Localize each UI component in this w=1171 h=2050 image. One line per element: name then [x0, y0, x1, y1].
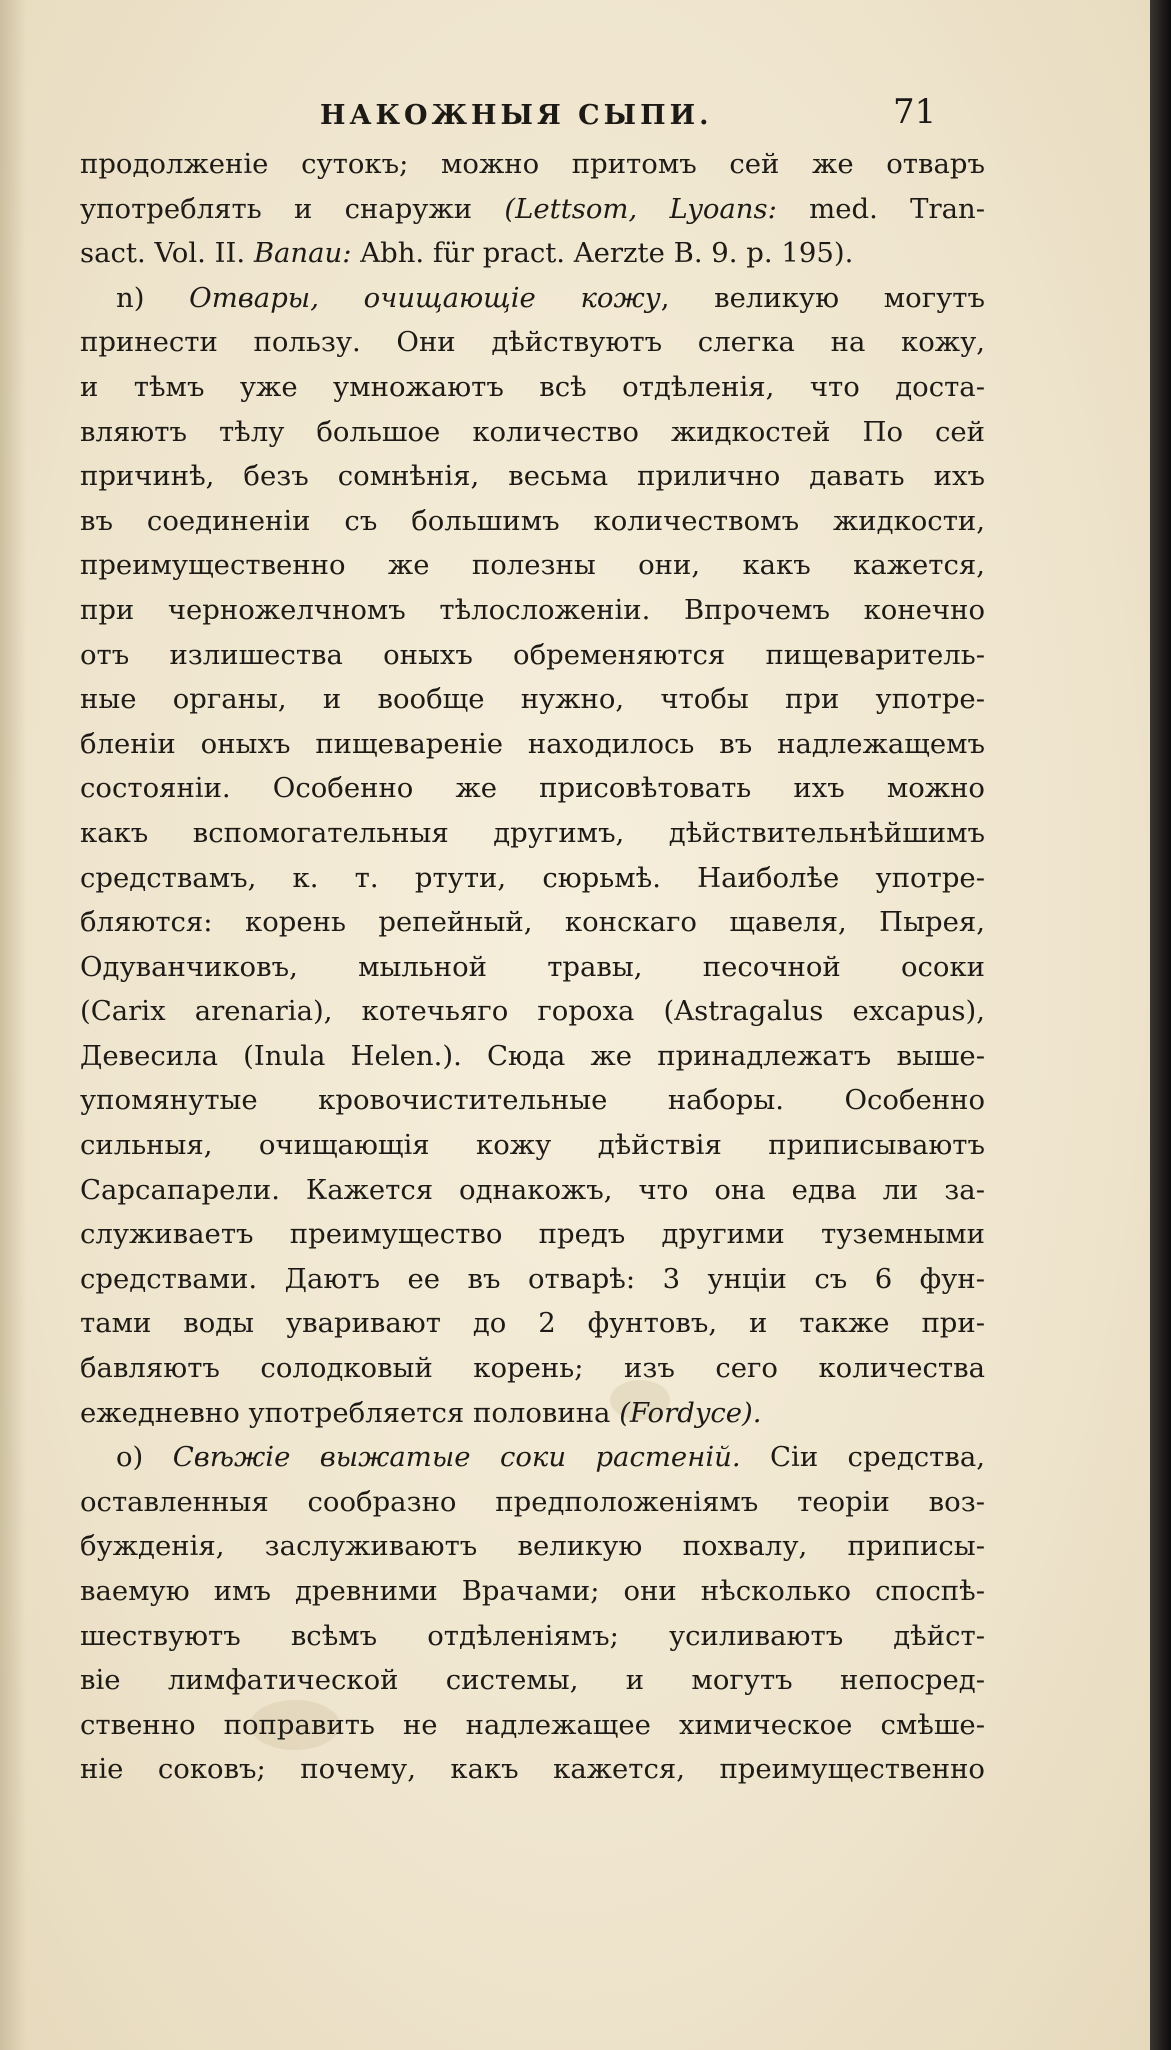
text-run: принести пользу. Они дѣйствуютъ слегка на кожу,: [80, 326, 985, 359]
text-run: бужденія, заслуживаютъ великую похвалу, приписы-: [80, 1530, 985, 1563]
text-line: [80, 410, 985, 455]
text-line: [80, 454, 985, 499]
text-run: Сіи средства,: [740, 1441, 985, 1474]
text-line: [80, 1346, 985, 1391]
text-line: [80, 276, 985, 321]
text-line: [80, 811, 985, 856]
page-gutter-shadow: [0, 0, 26, 2050]
text-line: [80, 1078, 985, 1123]
text-line: [80, 677, 985, 722]
text-line: [80, 900, 985, 945]
text-run: оставленныя сообразно предположеніямъ теоріи воз-: [80, 1485, 985, 1518]
text-line: [80, 142, 985, 187]
text-run: причинѣ, безъ сомнѣнія, весьма прилично давать ихъ: [80, 460, 985, 493]
text-run: Banau:: [253, 237, 352, 270]
text-run: бляются: корень репейный, конскаго щавеля, Пырея,: [80, 906, 985, 939]
text-line: [80, 588, 985, 633]
text-line: [80, 1614, 985, 1659]
text-run: преимущественно же полезны они, какъ кажется,: [80, 549, 985, 582]
text-line: [80, 1168, 985, 1213]
text-line: [80, 1257, 985, 1302]
text-line: [80, 1391, 985, 1436]
text-line: [80, 499, 985, 544]
text-run: Девесила (Inula Helen.). Сюда же принадлежатъ выше-: [80, 1039, 985, 1072]
text-run: ваемую имъ древними Врачами; они нѣсколько споспѣ-: [80, 1575, 985, 1607]
text-line: [80, 1301, 985, 1346]
text-line: [80, 766, 985, 811]
text-line: [80, 187, 985, 232]
text-run: употреблять и снаружи: [80, 192, 505, 225]
text-line: [80, 722, 985, 767]
text-run: средствамъ, к. т. ртути, сюрьмѣ. Наиболѣе употре-: [80, 861, 985, 894]
text-run: Сарсапарели. Кажется однакожъ, что она едва ли за-: [80, 1173, 985, 1206]
text-run: въ соединеніи съ большимъ количествомъ жидкости,: [80, 504, 985, 537]
text-run: тами воды уваривают до 2 фунтовъ, и также при-: [80, 1307, 985, 1340]
text-run: Abh. für pract. Aerzte B. 9. p. 195).: [351, 237, 854, 270]
text-run: med. Tran-: [776, 192, 985, 225]
text-line: [80, 1569, 985, 1614]
running-head: НАКОЖНЫЯ СЫПИ.: [320, 100, 713, 131]
page-header: [0, 92, 1150, 142]
text-line: [80, 1034, 985, 1079]
text-line: [80, 1658, 985, 1703]
page-number: 71: [893, 92, 937, 132]
text-run: какъ вспомогательныя другимъ, дѣйствительнѣйшимъ: [80, 816, 985, 849]
text-run: бленіи оныхъ пищевареніе находилось въ надлежащемъ: [80, 727, 985, 760]
text-line: [80, 1703, 985, 1748]
text-run: , великую могутъ: [660, 281, 985, 314]
text-run: упомянутые кровочистительные наборы. Особенно: [80, 1084, 985, 1117]
text-run: служиваетъ преимущество предъ другими тузeмными: [80, 1218, 985, 1251]
text-run: при черножелчномъ тѣлосложеніи. Впрочемъ конечно: [80, 593, 985, 626]
text-run: o): [116, 1441, 173, 1474]
text-run: сильныя, очищающія кожу дѣйствія приписываютъ: [80, 1129, 985, 1162]
text-run: (Fordyce).: [619, 1396, 762, 1429]
text-run: ственно поправить не надлежащее химическое смѣше-: [80, 1708, 985, 1741]
text-run: вляютъ тѣлу большое количество жидкостей По сей: [80, 415, 985, 448]
text-line: [80, 231, 985, 276]
text-run: и тѣмъ уже умножаютъ всѣ отдѣленія, что доста-: [80, 370, 985, 403]
text-run: бавляютъ солодковый корень; изъ сего количества: [80, 1352, 985, 1385]
text-line: [80, 543, 985, 588]
body-text: [80, 142, 985, 1792]
text-line: [80, 945, 985, 990]
text-run: sact. Vol. II.: [80, 237, 254, 270]
text-line: [80, 320, 985, 365]
text-run: Одуванчиковъ, мыльной травы, песочной осоки: [80, 950, 985, 983]
text-run: средствами. Даютъ ее въ отварѣ: 3 унціи съ 6 фун-: [80, 1262, 985, 1295]
text-line: [80, 1435, 985, 1480]
text-run: продолженіе сутокъ; можно притомъ сей же отваръ: [80, 148, 985, 180]
text-line: [80, 1123, 985, 1168]
text-run: ніе соковъ; почему, какъ кажется, преимущественно: [80, 1753, 985, 1786]
text-run: Отвары, очищающіе кожу: [189, 281, 661, 314]
text-run: шествуютъ всѣмъ отдѣленіямъ; усиливаютъ дѣйст-: [80, 1619, 985, 1652]
text-run: отъ излишества оныхъ обременяются пищеваритель-: [80, 638, 985, 671]
text-run: віе лимфатической системы, и могутъ непосред-: [80, 1664, 985, 1697]
text-line: [80, 365, 985, 410]
text-run: (Carix arenaria), котечьяго гороха (Astragalus excapus),: [80, 995, 985, 1028]
scan-edge: [1150, 0, 1171, 2050]
text-line: [80, 1524, 985, 1569]
text-run: (Lettsom, Lyoans:: [504, 192, 777, 225]
text-line: [80, 1212, 985, 1257]
text-line: [80, 856, 985, 901]
text-run: состояніи. Особенно же присовѣтовать ихъ можно: [80, 772, 985, 805]
text-line: [80, 633, 985, 678]
text-run: n): [116, 281, 190, 314]
text-run: ежедневно употребляется половина: [80, 1396, 620, 1429]
text-line: [80, 989, 985, 1034]
text-run: ные органы, и вообще нужно, чтобы при употре-: [80, 683, 985, 716]
text-line: [80, 1480, 985, 1525]
text-run: Свѣжіе выжатые соки растеній.: [172, 1441, 741, 1474]
text-line: [80, 1747, 985, 1792]
